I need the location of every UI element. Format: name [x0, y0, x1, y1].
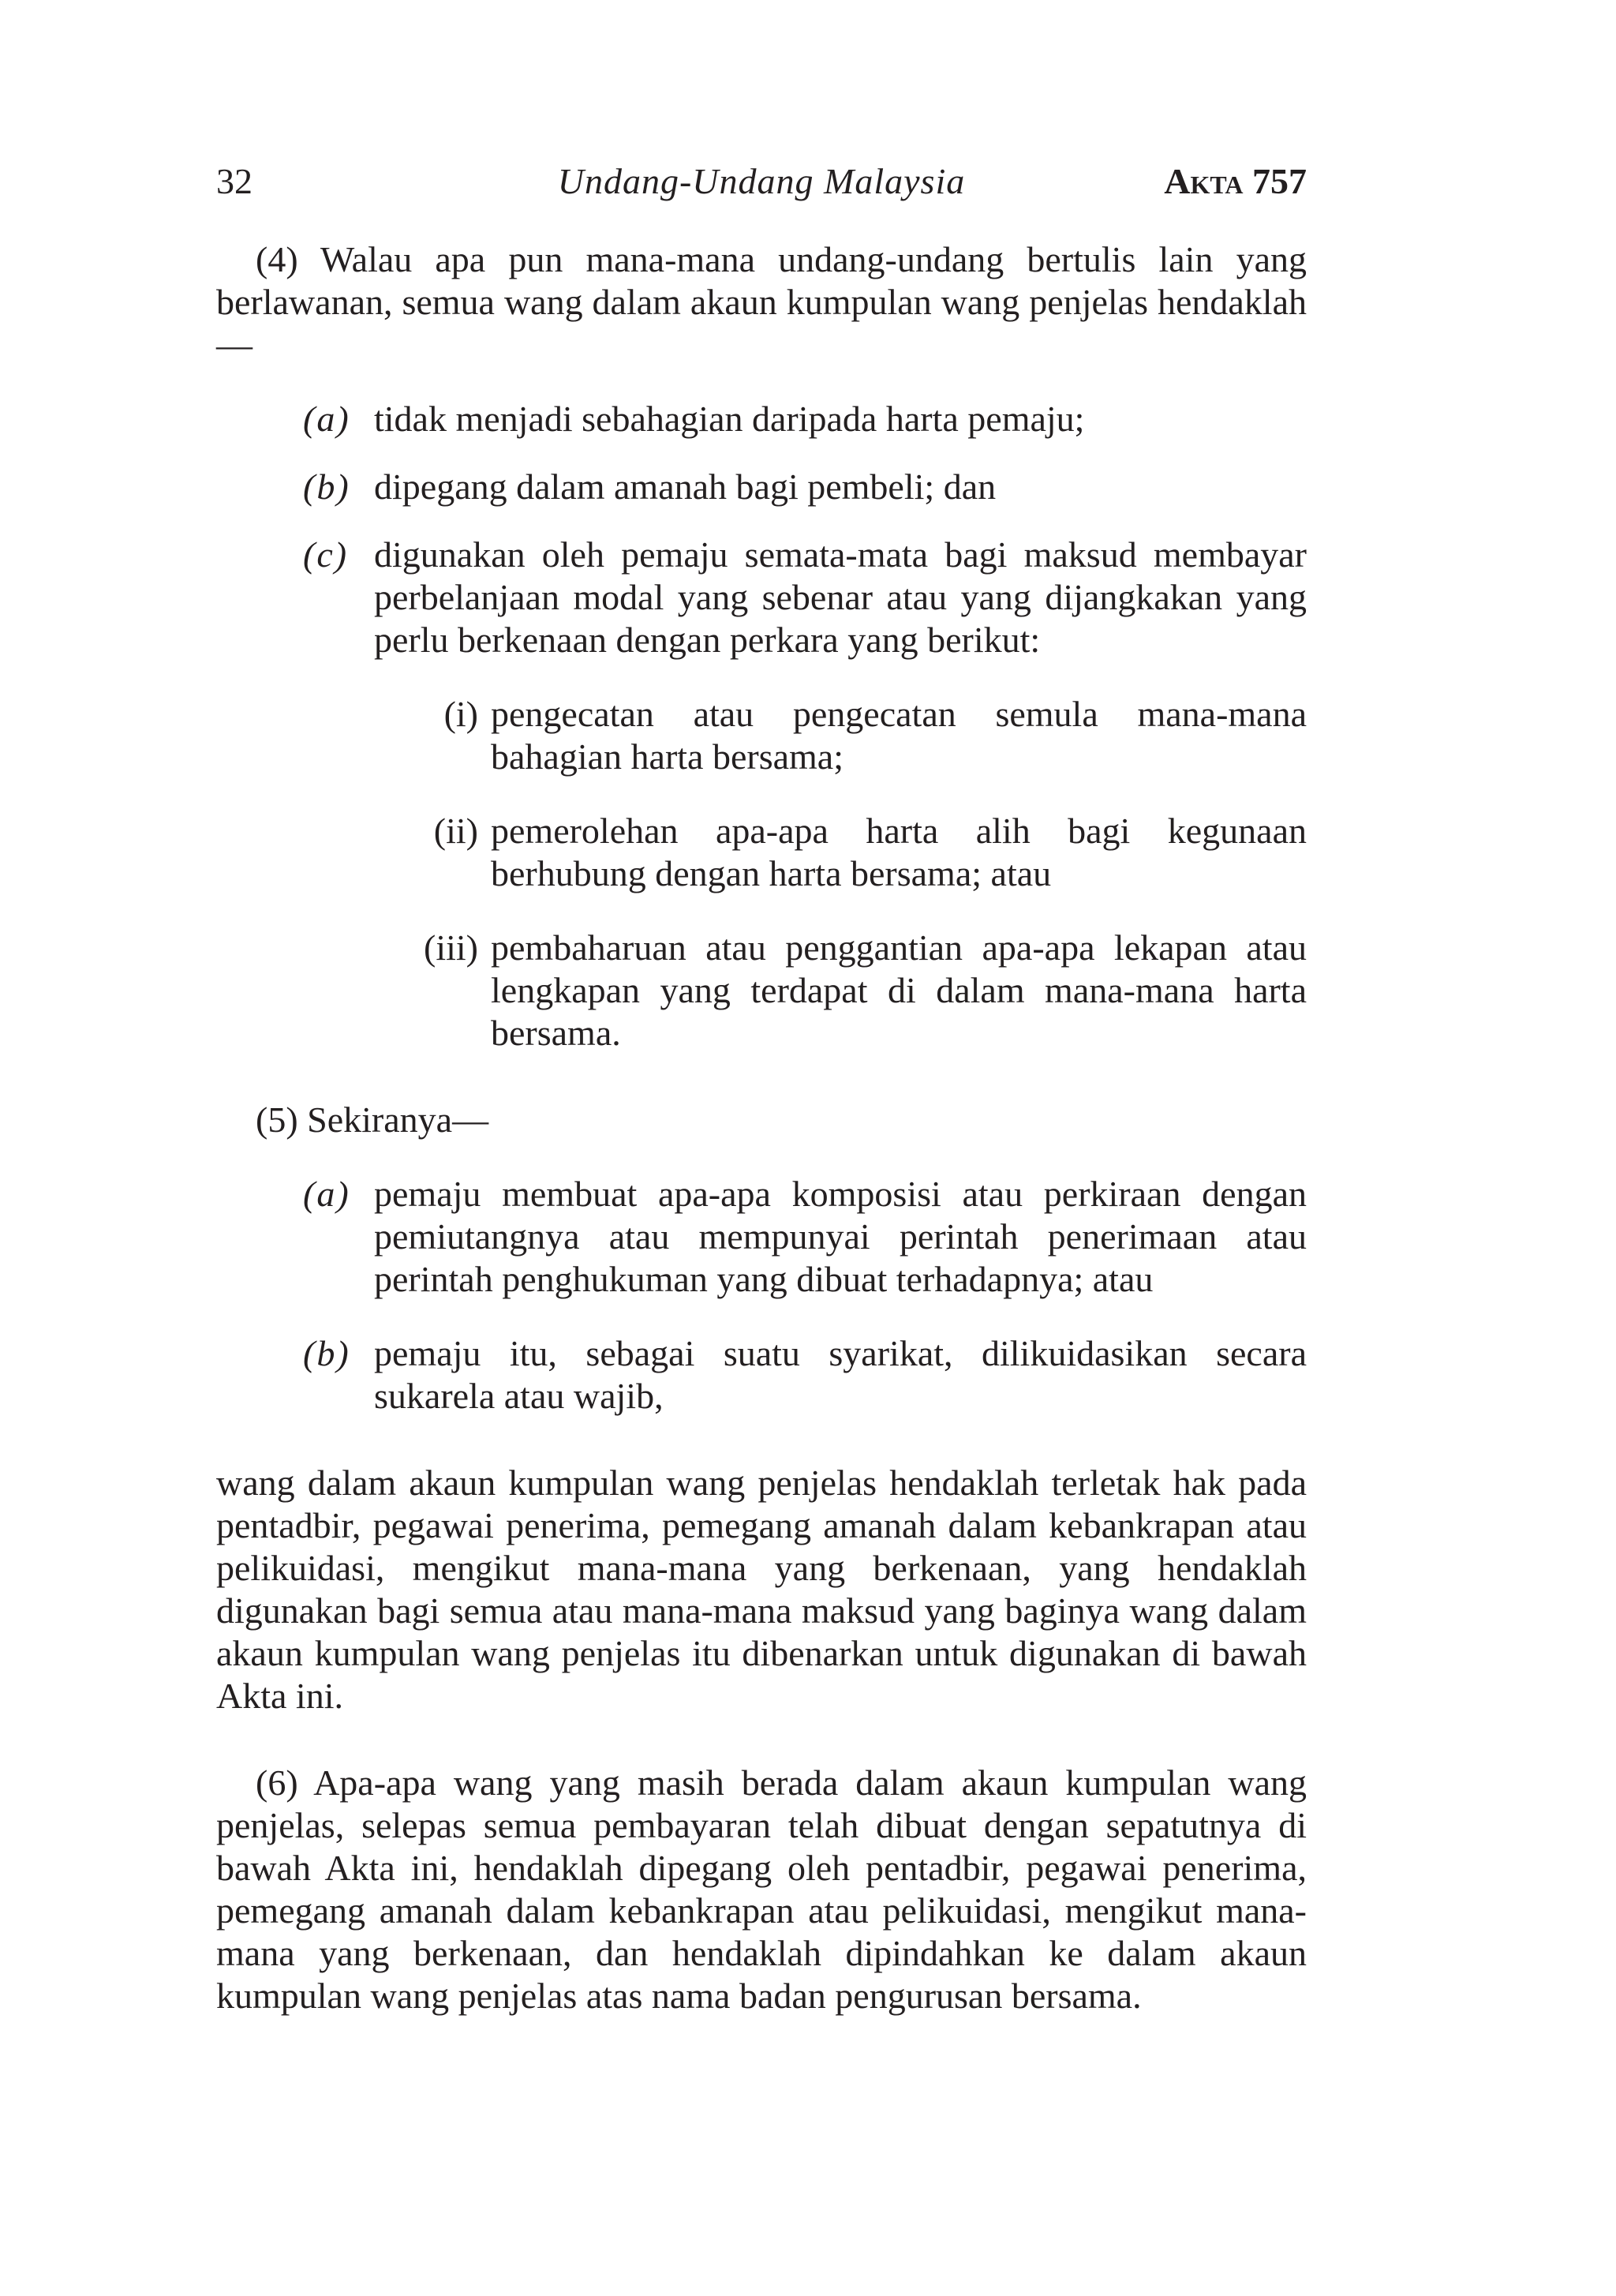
subsection-4-subitem-i — [216, 693, 1307, 778]
item-label: (a) — [303, 1174, 350, 1214]
act-number: 757 — [1252, 161, 1307, 201]
item-text: pemaju itu, sebagai suatu syarikat, dilikuidasikan secara sukarela atau wajib, — [374, 1333, 1307, 1416]
page-number: 32 — [216, 161, 252, 201]
running-title: Undang-Undang Malaysia — [557, 161, 966, 201]
subsection-5-intro: (5) Sekiranya— — [256, 1099, 489, 1140]
subitem-text: pemerolehan apa-apa harta alih bagi kegunaan berhubung dengan harta bersama; atau — [491, 811, 1307, 893]
subsection-6: (6) Apa-apa wang yang masih berada dalam akaun kumpulan wang penjelas, selepas semua pembayaran telah dibuat dengan sepatutnya di bawah Akta ini, hendaklah dipegang oleh pentadbir, pegawai penerima, pemegang amanah dalam kebankrapan atau pelikuidasi, mengikut mana-mana yang berkenaan, dan hendaklah dipindahkan ke dalam akaun kumpulan wang penjelas atas nama badan pengurusan bersama. — [216, 1762, 1307, 2016]
subsection-4-intro: (4) Walau apa pun mana-mana undang-undang bertulis lain yang berlawanan, semua wang dalam akaun kumpulan wang penjelas hendaklah— — [216, 239, 1307, 365]
page-header — [216, 158, 1307, 205]
item-label: (a) — [303, 399, 350, 439]
subsection-4-subitem-iii — [216, 927, 1307, 1054]
document-body — [216, 238, 1307, 2017]
subitem-label: (ii) — [433, 811, 478, 851]
subitem-text: pembaharuan atau penggantian apa-apa lekapan atau lengkapan yang terdapat di dalam mana-mana harta bersama. — [491, 927, 1307, 1053]
item-label: (b) — [303, 466, 350, 507]
item-text: pemaju membuat apa-apa komposisi atau perkiraan dengan pemiutangnya atau mempunyai perintah penerimaan atau perintah penghukuman yang dibuat terhadapnya; atau — [374, 1174, 1307, 1299]
subitem-label: (iii) — [424, 927, 478, 968]
act-prefix-smallcaps: kta — [1190, 161, 1244, 201]
item-text: digunakan oleh pemaju semata-mata bagi maksud membayar perbelanjaan modal yang sebenar atau yang dijangkakan yang perlu berkenaan dengan perkara yang berikut: — [374, 534, 1307, 660]
subitem-text: pengecatan atau pengecatan semula mana-mana bahagian harta bersama; — [491, 694, 1307, 777]
subitem-label: (i) — [443, 694, 478, 734]
item-label: (b) — [303, 1333, 350, 1373]
subsection-5-item-b — [216, 1332, 1307, 1418]
subsection-5-item-a — [216, 1173, 1307, 1301]
subsection-5-closing: wang dalam akaun kumpulan wang penjelas hendaklah terletak hak pada pentadbir, pegawai penerima, pemegang amanah dalam kebankrapan atau pelikuidasi, mengikut mana-mana yang berkenaan, yang hendaklah digunakan bagi semua atau mana-mana maksud yang baginya wang dalam akaun kumpulan wang penjelas itu dibenarkan untuk digunakan di bawah Akta ini. — [216, 1463, 1307, 1716]
act-prefix: A — [1164, 161, 1191, 201]
item-text: dipegang dalam amanah bagi pembeli; dan — [374, 466, 997, 507]
subsection-4-subitem-ii — [216, 810, 1307, 895]
item-text: tidak menjadi sebahagian daripada harta pemaju; — [374, 399, 1085, 439]
subsection-4-item-b — [216, 466, 1307, 508]
item-label: (c) — [303, 534, 349, 575]
subsection-4-item-c — [216, 534, 1307, 661]
subsection-4-item-a — [216, 398, 1307, 440]
act-label — [1164, 158, 1307, 205]
